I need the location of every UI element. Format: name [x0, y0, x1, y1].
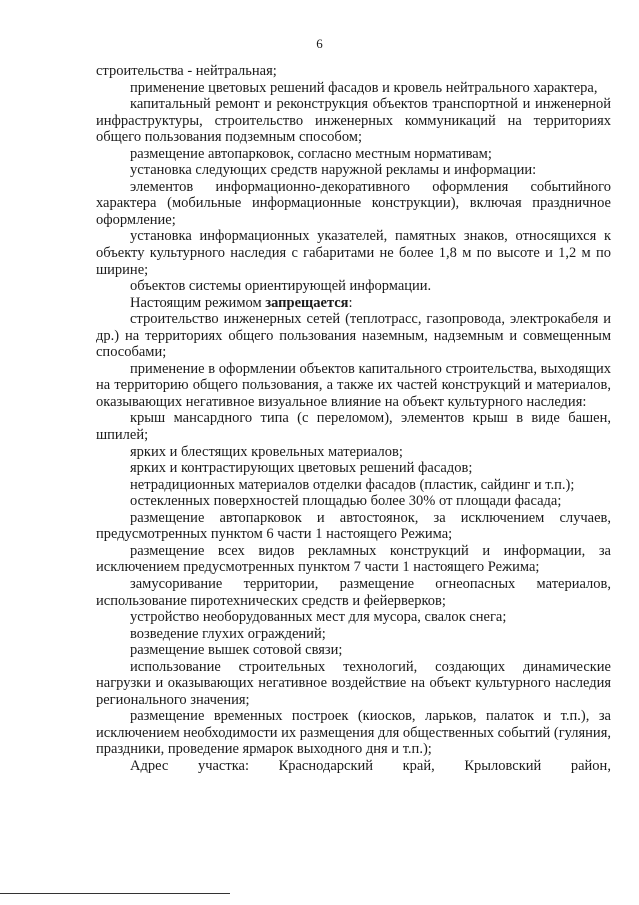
paragraph	[96, 543, 611, 576]
paragraph-tail: :	[348, 294, 353, 311]
paragraph	[96, 460, 611, 477]
paragraph-text: крыш мансардного типа (с переломом), элементов крыш в виде башен, шпилей;	[96, 410, 611, 444]
address-word: Крыловский	[464, 757, 542, 774]
paragraph	[96, 659, 611, 709]
address-word: Адрес	[130, 757, 169, 774]
paragraph-text: строительство инженерных сетей (теплотрасс, газопровода, электрокабеля и др.) на территориях общего пользования наземным, надземным и совмещенным способами;	[96, 311, 611, 361]
paragraph-text: ярких и блестящих кровельных материалов;	[130, 443, 403, 460]
address-word: Краснодарский	[278, 757, 374, 774]
paragraph-text: возведение глухих ограждений;	[130, 625, 326, 642]
paragraph	[96, 493, 611, 510]
paragraph-text: капитальный ремонт и реконструкция объектов транспортной и инженерной инфраструктуры, строительство инженерных коммуникаций на территориях общего пользования подземным способом;	[96, 96, 611, 146]
paragraph-text: замусоривание территории, размещение огнеопасных материалов, использование пиротехнических средств и фейерверков;	[96, 575, 611, 609]
paragraph-text: нетрадиционных материалов отделки фасадов (пластик, сайдинг и т.п.);	[130, 476, 575, 493]
paragraph	[96, 146, 611, 163]
paragraph	[96, 444, 611, 461]
paragraph-text: размещение вышек сотовой связи;	[130, 642, 343, 659]
paragraph	[96, 708, 611, 758]
paragraph	[96, 311, 611, 361]
paragraph-text: размещение автопарковок и автостоянок, за исключением случаев, предусмотренных пунктом 6 части 1 настоящего Режима;	[96, 509, 611, 543]
paragraph	[96, 642, 611, 659]
paragraph	[96, 626, 611, 643]
address-word: участка:	[197, 757, 249, 774]
paragraph-text: элементов информационно-декоративного оформления событийного характера (мобильные информационные конструкции), включая праздничное оформление;	[96, 178, 611, 228]
address-word: район,	[570, 757, 611, 774]
paragraph	[96, 278, 611, 295]
paragraph-text: объектов системы ориентирующей информации.	[130, 278, 432, 295]
paragraph-text: Настоящим режимом	[130, 294, 266, 311]
paragraph-text: размещение всех видов рекламных конструкций и информации, за исключением предусмотренных пунктом 7 части 1 настоящего Режима;	[96, 542, 611, 576]
paragraph-text: размещение автопарковок, согласно местным нормативам;	[130, 145, 492, 162]
paragraph-text: остекленных поверхностей площадью более 30% от площади фасада;	[130, 493, 562, 510]
paragraph	[96, 80, 611, 97]
paragraph-text: применение в оформлении объектов капитального строительства, выходящих на территорию общего пользования, а также их частей конструкций и материалов, оказывающих негативное визуальное влияние на объект культурного наследия:	[96, 360, 611, 410]
paragraph	[96, 96, 611, 146]
paragraph	[96, 228, 611, 278]
paragraph	[96, 63, 611, 80]
paragraph-text: установка информационных указателей, памятных знаков, относящихся к объекту культурного наследия с габаритами не более 1,8 м по высоте и 1,2 м по ширине;	[96, 228, 611, 278]
paragraph	[96, 477, 611, 494]
paragraph	[96, 576, 611, 609]
document-body	[96, 63, 611, 775]
emphasis-text: запрещается	[265, 294, 349, 311]
paragraph	[96, 295, 611, 312]
footer-divider	[0, 893, 230, 894]
paragraph-text: строительства - нейтральная;	[96, 63, 277, 79]
address-line	[96, 758, 611, 775]
paragraph-text: использование строительных технологий, создающих динамические нагрузки и оказывающих негативное воздействие на объект культурного наследия регионального значения;	[96, 658, 611, 708]
paragraph	[96, 179, 611, 229]
paragraph	[96, 361, 611, 411]
paragraph-text: установка следующих средств наружной рекламы и информации:	[130, 162, 537, 179]
paragraph-text: устройство необорудованных мест для мусора, свалок снега;	[130, 609, 507, 626]
paragraph	[96, 510, 611, 543]
paragraph-text: применение цветовых решений фасадов и кровель нейтрального характера,	[130, 79, 598, 96]
paragraph-text: размещение временных построек (киосков, ларьков, палаток и т.п.), за исключением необходимости их размещения для общественных событий (гуляния, праздники, проведение ярмарок выходного дня и т.п.);	[96, 708, 611, 758]
paragraph	[96, 410, 611, 443]
paragraph	[96, 609, 611, 626]
address-word: край,	[402, 757, 435, 774]
paragraph	[96, 162, 611, 179]
paragraph-text: ярких и контрастирующих цветовых решений фасадов;	[130, 460, 473, 477]
page-number: 6	[316, 36, 323, 51]
